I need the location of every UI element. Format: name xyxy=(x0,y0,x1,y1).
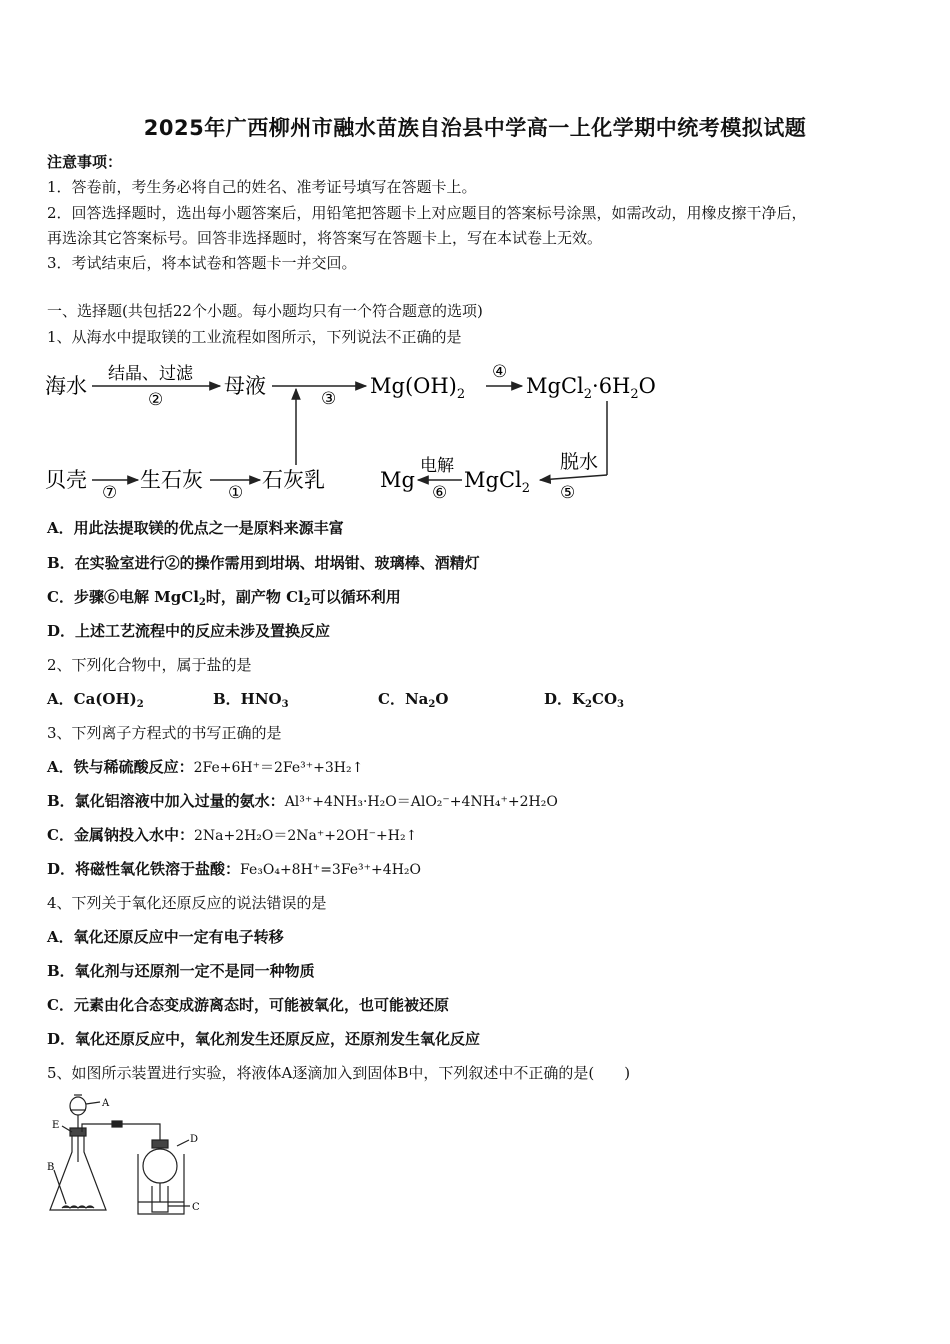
q1-option-c[interactable]: C．步骤⑥电解 MgCl$_2$时，副产物 $Cl_2$可以循环利用 xyxy=(47,588,401,608)
q3-option-a[interactable]: A．铁与稀硫酸反应：2Fe+6H⁺＝2Fe³⁺+3H₂↑ xyxy=(47,758,364,776)
notice-heading: 注意事项： xyxy=(47,153,123,171)
q2-option-d[interactable]: D．$K_2CO_3$ xyxy=(544,690,624,710)
q4-option-c[interactable]: C．元素由化合态变成游离态时，可能被氧化，也可能被还原 xyxy=(47,996,449,1014)
notice-item: 3．考试结束后，将本试卷和答题卡一并交回。 xyxy=(47,254,357,272)
question-5-stem: 5、如图所示装置进行实验，将液体A逐滴加入到固体B中，下列叙述中不正确的是( ) xyxy=(47,1064,631,1082)
step5-number: ⑤ xyxy=(560,483,576,503)
step2-number: ② xyxy=(148,390,164,410)
label-b: B xyxy=(47,1162,55,1173)
q4-option-a[interactable]: A．氧化还原反应中一定有电子转移 xyxy=(47,928,284,946)
mgcl2-hydrate-label: $MgCl_2\cdot 6H_2O$ xyxy=(526,374,656,402)
question-4-stem: 4、下列关于氧化还原反应的说法错误的是 xyxy=(47,894,327,912)
notice-item: 1．答卷前，考生务必将自己的姓名、准考证号填写在答题卡上。 xyxy=(47,178,477,196)
q3-option-b[interactable]: B．氯化铝溶液中加入过量的氨水：Al³⁺+4NH₃·H₂O＝AlO₂⁻+4NH₄⁺+2H₂O xyxy=(47,792,558,810)
label-e: E xyxy=(52,1120,60,1131)
step6-number: ⑥ xyxy=(432,483,448,503)
q3-option-c[interactable]: C．金属钠投入水中：2Na+2H₂O＝2Na⁺+2OH⁻+H₂↑ xyxy=(47,826,418,844)
magnesium-flow-diagram xyxy=(40,355,690,510)
dehydrate-label: 脱水 xyxy=(560,451,599,473)
mgoh2-label: $Mg(OH)_2$ xyxy=(370,374,466,402)
step7-number: ⑦ xyxy=(102,483,118,503)
step4-number: ④ xyxy=(492,362,508,382)
q4-option-b[interactable]: B．氧化剂与还原剂一定不是同一种物质 xyxy=(47,962,315,980)
label-d: D xyxy=(190,1134,199,1145)
notice-item: 再选涂其它答案标号。回答非选择题时，将答案写在答题卡上，写在本试卷上无效。 xyxy=(47,229,603,247)
apparatus-diagram xyxy=(44,1092,209,1220)
q3-option-d[interactable]: D．将磁性氧化铁溶于盐酸：Fe₃O₄+8H⁺=3Fe³⁺+4H₂O xyxy=(47,860,421,878)
q4-option-d[interactable]: D．氧化还原反应中，氧化剂发生还原反应，还原剂发生氧化反应 xyxy=(47,1030,481,1048)
question-3-stem: 3、下列离子方程式的书写正确的是 xyxy=(47,724,282,742)
q2-option-b[interactable]: B．$HNO_3$ xyxy=(213,690,289,710)
q1-option-d[interactable]: D．上述工艺流程中的反应未涉及置换反应 xyxy=(47,622,331,640)
step2-label: 结晶、过滤 xyxy=(108,364,193,384)
label-c: C xyxy=(192,1202,200,1213)
question-2-stem: 2、下列化合物中，属于盐的是 xyxy=(47,656,252,674)
step3-number: ③ xyxy=(321,389,337,409)
q2-option-a[interactable]: A．$Ca(OH)_2$ xyxy=(47,690,144,710)
seawater-label: 海水 xyxy=(45,374,87,398)
q1-option-b[interactable]: B．在实验室进行②的操作需用到坩埚、坩埚钳、玻璃棒、酒精灯 xyxy=(47,554,480,572)
section-heading: 一、选择题(共包括22个小题。每小题均只有一个符合题意的选项) xyxy=(47,302,483,320)
quicklime-label: 生石灰 xyxy=(140,468,203,492)
label-a: A xyxy=(102,1098,110,1109)
mg-label: Mg xyxy=(380,468,415,492)
question-1-stem: 1、从海水中提取镁的工业流程如图所示，下列说法不正确的是 xyxy=(47,328,462,346)
shell-label: 贝壳 xyxy=(45,468,87,492)
notice-item: 2．回答选择题时，选出每小题答案后，用铅笔把答题卡上对应题目的答案标号涂黑，如需改动，用橡皮擦干净后， xyxy=(47,204,807,222)
mother-liquor-label: 母液 xyxy=(224,374,266,398)
step1-number: ① xyxy=(228,483,244,503)
electrolysis-label: 电解 xyxy=(420,456,454,476)
q1-option-a[interactable]: A．用此法提取镁的优点之一是原料来源丰富 xyxy=(47,519,344,537)
mgcl2-label: MgCl$_2$ xyxy=(464,468,531,496)
lime-milk-label: 石灰乳 xyxy=(262,468,325,492)
q2-option-c[interactable]: C．$Na_2O$ xyxy=(378,690,449,710)
page-title: 2025年广西柳州市融水苗族自治县中学高一上化学期中统考模拟试题 xyxy=(143,116,807,140)
